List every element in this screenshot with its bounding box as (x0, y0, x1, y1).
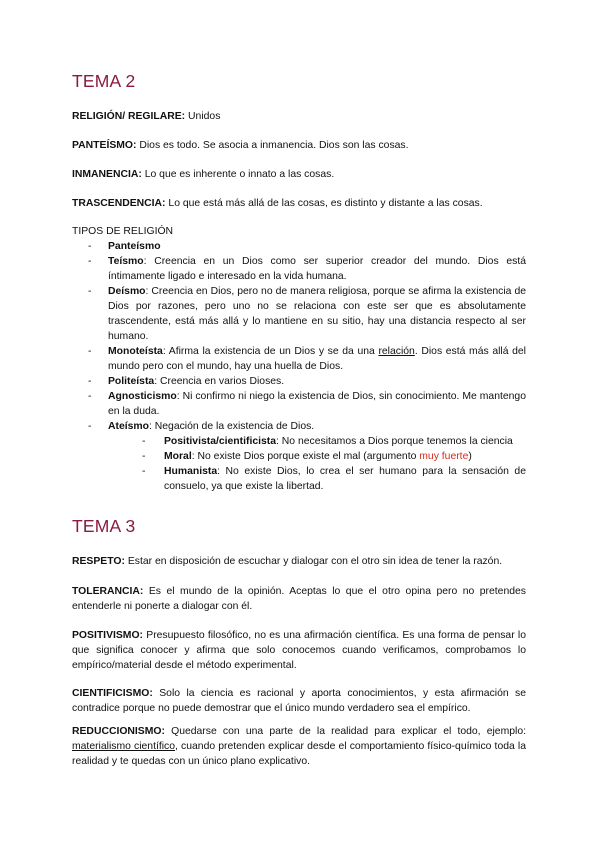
list-item-panteismo (88, 239, 526, 254)
definition-text: : Creencia en Dios, pero no de manera religiosa, porque se afirma la existencia de Dios por razones, pero uno no se relaciona con este ser que es absolutamente trascendente, está más allá y lo mantiene en su sitio, hay una distancia respecto al ser humano. (108, 286, 526, 342)
term: REDUCCIONISMO: (72, 726, 165, 737)
relacion-link[interactable]: relación (378, 346, 415, 357)
definition-text: Estar en disposición de escuchar y dialogar con el otro sin idea de tener la razón. (127, 556, 503, 567)
materialismo-link[interactable]: materialismo científico (72, 741, 176, 752)
list-item-politeista (88, 374, 526, 389)
list-item-deismo (88, 284, 526, 344)
term: INMANENCIA: (72, 169, 142, 180)
tema2-heading: TEMA 2 (72, 71, 136, 91)
term: Humanista (164, 466, 218, 477)
definition-text: : Creencia en un Dios como ser superior creador del mundo. Dios está íntimamente ligado e interesado en la vida humana. (108, 256, 526, 282)
emphasis-text: muy fuerte (419, 451, 469, 462)
definition-text: Lo que está más allá de las cosas, es distinto y distante a las cosas. (168, 198, 483, 209)
term: TOLERANCIA: (72, 586, 144, 597)
term: Teísmo (108, 256, 144, 267)
definition-text: : No existe Dios, lo crea el ser humano para la sensación de consuelo, ya que existe la libertad. (164, 466, 526, 492)
term: Ateísmo (108, 421, 149, 432)
definition-text: Quedarse con una parte de la realidad para explicar el todo, ejemplo: (171, 726, 526, 737)
term: Deísmo (108, 286, 146, 297)
definition-text: : No necesitamos a Dios porque tenemos la ciencia (276, 436, 513, 447)
religion-types-list (88, 239, 526, 494)
definition-cientificismo (72, 686, 526, 716)
ateismo-subtypes-list (108, 434, 526, 494)
definition-text: ) (468, 451, 472, 462)
term: TRASCENDENCIA: (72, 198, 166, 209)
list-item-agnosticismo (88, 389, 526, 419)
term: Positivista/cientificista (164, 436, 277, 447)
definition-text: : Afirma la existencia de un Dios y se da una (162, 346, 379, 357)
definition-text: . Dios está más allá del mundo pero con el mundo, hay una huella de Dios. (108, 346, 526, 372)
list-item-humanista (108, 464, 526, 494)
definition-tolerancia (72, 584, 526, 614)
term: PANTEÍSMO: (72, 140, 137, 151)
definition-reduccionismo (72, 724, 526, 769)
definition-text: : Creencia en varios Dioses. (154, 376, 285, 387)
term: Monoteísta (108, 346, 163, 357)
term: CIENTIFICISMO: (72, 688, 153, 699)
definition-text: Solo la ciencia es racional y aporta conocimientos, y esta afirmación se contradice porque no puede demostrar que el único mundo verdadero sea el empírico. (72, 688, 527, 714)
list-item-moral (108, 449, 526, 464)
term: Panteísmo (108, 241, 161, 252)
definition-text: : Ni confirmo ni niego la existencia de Dios, sin conocimiento. Me mantengo en la duda. (108, 391, 526, 417)
definition-religion (72, 109, 526, 124)
list-item-teismo (88, 254, 526, 284)
list-item-ateismo (88, 419, 526, 494)
list-item-monoteista (88, 344, 526, 374)
definition-panteismo (72, 138, 526, 153)
tipos-religion-heading: TIPOS DE RELIGIÓN (72, 226, 174, 237)
definition-inmanencia (72, 167, 526, 182)
definition-text: : No existe Dios porque existe el mal (argumento (191, 451, 420, 462)
definition-positivismo (72, 628, 526, 673)
term: POSITIVISMO: (72, 630, 144, 641)
definition-respeto (72, 554, 526, 569)
definition-text: Es el mundo de la opinión. Aceptas lo que el otro opina pero no pretendes entenderle ni ponerte a dialogar con él. (72, 586, 526, 612)
term: Moral (164, 451, 192, 462)
term: Agnosticismo (108, 391, 177, 402)
definition-text: Unidos (188, 111, 221, 122)
definition-trascendencia (72, 196, 526, 211)
term: Politeísta (108, 376, 155, 387)
term: RESPETO: (72, 556, 125, 567)
definition-text: Presupuesto filosófico, no es una afirmación científica. Es una forma de pensar lo que significa conocer y afirma que solo conocemos cuando verificamos, comprobamos lo empírico/material desde el método experimental. (72, 630, 526, 671)
tema3-heading: TEMA 3 (72, 516, 136, 536)
definition-text: Dios es todo. Se asocia a inmanencia. Dios son las cosas. (139, 140, 409, 151)
definition-text: Lo que es inherente o innato a las cosas. (144, 169, 335, 180)
definition-text: : Negación de la existencia de Dios. (149, 421, 315, 432)
definition-text: , cuando pretenden explicar desde el comportamiento físico-químico toda la realidad y te quedas con un único plano explicativo. (72, 741, 526, 767)
list-item-positivista (108, 434, 526, 449)
term: RELIGIÓN/ REGILARE: (72, 111, 186, 122)
